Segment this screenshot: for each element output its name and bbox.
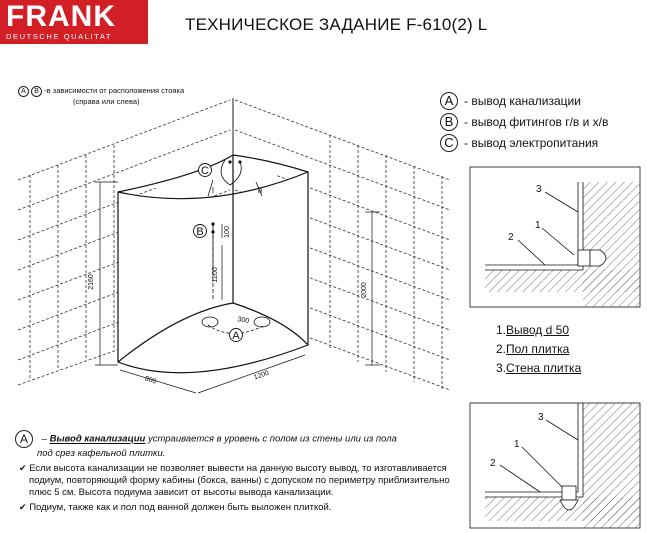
legend-text: - вывод электропитания bbox=[464, 135, 599, 150]
mark-b: B bbox=[196, 226, 204, 238]
detail-top-labels bbox=[508, 184, 542, 243]
dim-outlet-b: 1200 bbox=[212, 267, 219, 283]
detail-label-3: 3 bbox=[538, 412, 544, 423]
detail-label-2: 2 bbox=[490, 458, 496, 469]
drain-lead-line2: под срез кафельной плитки. bbox=[37, 448, 166, 459]
drain-heading: A – Вывод канализации устраивается в уровень с полом из стены или из пола под срез кафельной плитки. bbox=[15, 430, 460, 460]
check-icon: ✔ bbox=[19, 463, 27, 473]
drain-lead-rest: устраивается в уровень с полом из стены или из пола bbox=[147, 433, 397, 445]
riser-note-line2: (справа или слева) bbox=[73, 97, 140, 106]
legend-text: - вывод канализации bbox=[464, 93, 581, 108]
dim-width: 1200 bbox=[253, 369, 271, 382]
detail-top bbox=[470, 167, 640, 307]
mark-ii: II bbox=[257, 186, 263, 195]
check-icon: ✔ bbox=[19, 502, 27, 512]
logo-name: FRANK bbox=[6, 0, 116, 33]
riser-note-line1: -в зависимости от расположения стояка bbox=[44, 86, 185, 95]
parts-text: Вывод d 50 bbox=[506, 323, 569, 337]
legend-letter: B bbox=[440, 113, 458, 131]
logo-tagline: DEUTSCHE QUALITAT bbox=[6, 32, 113, 41]
detail-label-2: 2 bbox=[508, 232, 514, 243]
parts-item bbox=[496, 323, 581, 342]
legend-letter: A bbox=[440, 92, 458, 110]
mark-a: A bbox=[232, 330, 240, 342]
bullet-tiling bbox=[15, 501, 460, 514]
parts-item bbox=[496, 342, 581, 361]
dim-depth: 800 bbox=[143, 375, 158, 386]
parts-text: Стена плитка bbox=[506, 361, 582, 375]
legend-text: - вывод фитингов г/в и х/в bbox=[464, 114, 609, 129]
drain-lead: Вывод канализации bbox=[49, 433, 146, 445]
parts-item bbox=[496, 361, 581, 380]
letter-a-circle: A bbox=[18, 86, 29, 97]
page-title: ТЕХНИЧЕСКОЕ ЗАДАНИЕ F-610(2) L bbox=[185, 15, 488, 34]
parts-list bbox=[496, 323, 581, 380]
mark-i: I bbox=[211, 186, 215, 195]
parts-num: 3. bbox=[496, 361, 507, 375]
mark-c: C bbox=[201, 165, 209, 177]
dim-drain-offset: 300 bbox=[236, 316, 250, 325]
bullet-text: Подиум, также как и пол под ванной должен быть выложен плиткой. bbox=[29, 502, 332, 513]
drain-letter: A bbox=[15, 430, 33, 448]
dim-height-cabin: 2160 bbox=[88, 274, 95, 290]
requirements-text bbox=[15, 430, 460, 514]
detail-label-3: 3 bbox=[536, 184, 542, 195]
dim-b-offset: 100 bbox=[224, 226, 231, 238]
detail-label-1: 1 bbox=[514, 439, 520, 450]
bullet-text: Если высота канализации не позволяет вывести на данную высоту вывод, то изготавливается подиум, повторяющий форму кабины (бокса, ванны) с допуском по периметру приблизительно плюс 5 см. Высота подиума зависит от высоты вывода канализации. bbox=[29, 463, 450, 498]
legend-letter: C bbox=[440, 134, 458, 152]
bullet-podium bbox=[15, 462, 460, 499]
dim-height-wall: 2000 bbox=[361, 282, 368, 298]
letter-b-circle: B bbox=[31, 86, 42, 97]
parts-num: 2. bbox=[496, 342, 507, 356]
parts-text: Пол плитка bbox=[506, 342, 570, 356]
detail-label-1: 1 bbox=[535, 220, 541, 231]
parts-num: 1. bbox=[496, 323, 507, 337]
